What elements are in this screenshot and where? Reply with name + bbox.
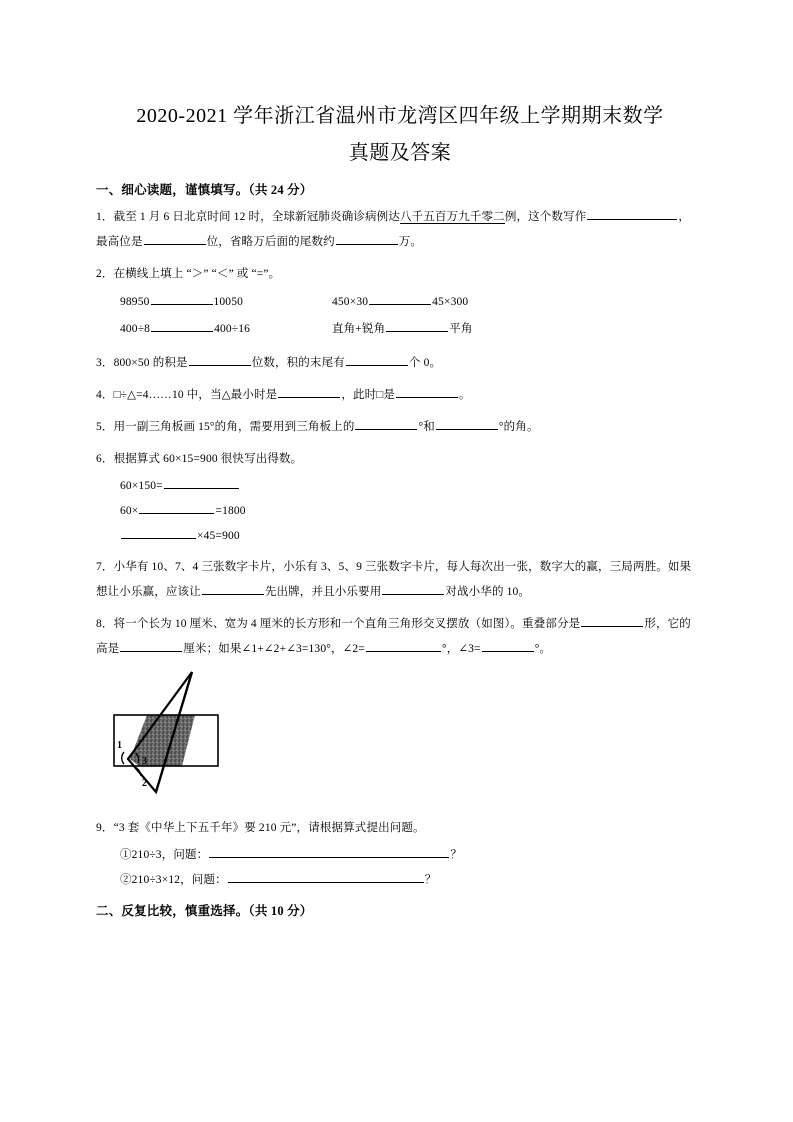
- title-line-1: 2020-2021 学年浙江省温州市龙湾区四年级上学期期末数学: [136, 105, 664, 127]
- q2-row-1: [120, 289, 696, 316]
- q7-text-b: 先出牌，并且小乐要用: [264, 586, 382, 598]
- q3-number: 3．: [96, 357, 114, 369]
- q9-sub2-tail: ？: [424, 874, 437, 886]
- q2-r2-left-b: 400÷16: [214, 323, 251, 335]
- q4-text-b: ，此时□是: [341, 389, 396, 401]
- q5-number: 5．: [96, 421, 114, 433]
- question-1: [96, 205, 696, 255]
- q6-l3-after: ×45=900: [197, 530, 240, 542]
- q2-r1-right-b: 45×300: [432, 296, 469, 308]
- q3-text-a: 800×50 的积是: [113, 357, 188, 369]
- question-3: [96, 351, 696, 376]
- q7-text-c: 对战小华的 10。: [445, 586, 531, 598]
- q8-number: 8．: [96, 618, 114, 630]
- q9-text: “3 套《中华上下五千年》要 210 元”，请根据算式提出问题。: [113, 822, 425, 834]
- question-5: [96, 415, 696, 440]
- q4-text-a: □÷△=4……10 中，当△最小时是: [113, 389, 278, 401]
- q4-number: 4．: [96, 389, 114, 401]
- q2-row1-left: [120, 289, 332, 316]
- q1-blank-3[interactable]: [336, 231, 398, 245]
- q8-text-c: 厘米；如果∠1+∠2+∠3=130°，∠2=: [183, 643, 365, 655]
- q3-text-c: 个 0。: [408, 357, 442, 369]
- q6-l2-after: =1800: [215, 505, 246, 517]
- q2-r2-left-a: 400÷8: [120, 323, 151, 335]
- q1-underlined-number: 八千五百万九千零二: [399, 211, 505, 223]
- q6-line-1: [96, 474, 696, 499]
- q2-r1-left-a: 98950: [120, 296, 150, 308]
- q9-blank-1[interactable]: [209, 844, 449, 858]
- q2-r1-right-a: 450×30: [332, 296, 369, 308]
- q2-blank-2[interactable]: [369, 291, 431, 305]
- q8-blank-4[interactable]: [482, 638, 534, 652]
- title-line-2: 真题及答案: [348, 142, 452, 164]
- q5-text-c: °的角。: [498, 421, 539, 433]
- q9-blank-2[interactable]: [228, 869, 424, 883]
- q8-blank-2[interactable]: [120, 638, 182, 652]
- q1-text-a: 截至 1 月 6 日北京时间 12 时，全球新冠肺炎确诊病例达: [113, 211, 400, 223]
- q3-blank-2[interactable]: [346, 352, 408, 366]
- q2-blank-4[interactable]: [386, 318, 448, 332]
- q9-sub2-label: ②210÷3×12，问题：: [120, 874, 227, 886]
- q2-row-2: [120, 316, 696, 343]
- q7-blank-1[interactable]: [202, 581, 264, 595]
- q9-number: 9．: [96, 822, 114, 834]
- q6-blank-3[interactable]: [121, 525, 196, 539]
- q2-r2-right-a: 直角+锐角: [332, 323, 386, 335]
- angle-label-1: 1: [117, 740, 122, 751]
- q5-blank-1[interactable]: [355, 416, 417, 430]
- section-heading-1: 一、细心读题，谨慎填写。（共 24 分）: [96, 183, 313, 197]
- exam-content: [96, 178, 696, 926]
- q1-text-d: 位，省略万后面的尾数约: [206, 236, 335, 248]
- q2-text: 在横线上填上 “＞” “＜” 或 “=”。: [113, 268, 281, 280]
- q2-blank-3[interactable]: [151, 318, 213, 332]
- q3-blank-1[interactable]: [189, 352, 251, 366]
- q9-sub-1: [96, 843, 696, 868]
- q8-text-b: 形，它的高是: [96, 618, 691, 655]
- q8-blank-3[interactable]: [366, 638, 441, 652]
- q2-comparison-grid: [96, 289, 696, 343]
- page-title: [96, 0, 704, 172]
- angle-label-3: 3: [142, 756, 147, 767]
- q1-text-c: ，最高位是: [96, 211, 691, 248]
- q6-line-3: [96, 524, 696, 549]
- q2-r1-left-b: 10050: [213, 296, 243, 308]
- overlap-figure-svg: [110, 668, 310, 814]
- q4-blank-2[interactable]: [396, 384, 458, 398]
- question-6: [96, 447, 696, 472]
- q8-blank-1[interactable]: [581, 613, 643, 627]
- q9-sub1-tail: ？: [450, 849, 462, 861]
- q5-text-b: °和: [418, 421, 435, 433]
- q4-blank-1[interactable]: [278, 384, 340, 398]
- q5-text-a: 用一副三角板画 15°的角，需要用到三角板上的: [113, 421, 355, 433]
- q5-blank-2[interactable]: [436, 416, 498, 430]
- question-9: [96, 816, 696, 841]
- q1-text-b: 例，这个数写作: [504, 211, 587, 223]
- q2-number: 2．: [96, 268, 114, 280]
- question-2: [96, 262, 696, 287]
- q6-number: 6．: [96, 453, 114, 465]
- q7-text-a: 小华有 10、7、4 三张数字卡片，小乐有 3、5、9 三张数字卡片，每人每次出一张，数字大的赢，三局两胜。如果想让小乐赢，应该让: [96, 561, 692, 598]
- angle-label-2: 2: [142, 778, 147, 789]
- q1-text-e: 万。: [398, 236, 423, 248]
- q8-text-d: °，∠3=: [441, 643, 481, 655]
- q6-l1-before: 60×150=: [120, 480, 163, 492]
- q7-number: 7．: [96, 561, 114, 573]
- q9-sub-2: [96, 868, 696, 893]
- q1-blank-1[interactable]: [587, 206, 677, 220]
- q1-number: 1．: [96, 211, 114, 223]
- q2-row1-right: [332, 289, 468, 316]
- q2-blank-1[interactable]: [151, 291, 213, 305]
- q1-blank-2[interactable]: [144, 231, 206, 245]
- q6-l2-before: 60×: [120, 505, 139, 517]
- q6-blank-2[interactable]: [139, 500, 214, 514]
- q8-text-a: 将一个长为 10 厘米、宽为 4 厘米的长方形和一个直角三角形交叉摆放（如图）。重叠部分是: [113, 618, 581, 630]
- q2-row2-right: [332, 316, 473, 343]
- q6-text: 根据算式 60×15=900 很快写出得数。: [113, 453, 303, 465]
- question-8: [96, 612, 696, 662]
- q4-text-c: 。: [459, 389, 471, 401]
- q2-r2-right-b: 平角: [449, 323, 473, 335]
- question-7: [96, 555, 696, 605]
- q3-text-b: 位数，积的末尾有: [251, 357, 345, 369]
- q6-blank-1[interactable]: [164, 475, 239, 489]
- q2-row2-left: [120, 316, 332, 343]
- shaded-overlap-region: [130, 715, 195, 766]
- q7-blank-2[interactable]: [382, 581, 444, 595]
- section-heading-2: 二、反复比较，慎重选择。（共 10 分）: [96, 904, 313, 918]
- question-4: [96, 383, 696, 408]
- q9-sub1-label: ①210÷3，问题：: [120, 849, 209, 861]
- q8-figure: [96, 668, 696, 814]
- q6-line-2: [96, 499, 696, 524]
- angle-1-arc: [122, 752, 124, 764]
- q8-text-e: °。: [534, 643, 552, 655]
